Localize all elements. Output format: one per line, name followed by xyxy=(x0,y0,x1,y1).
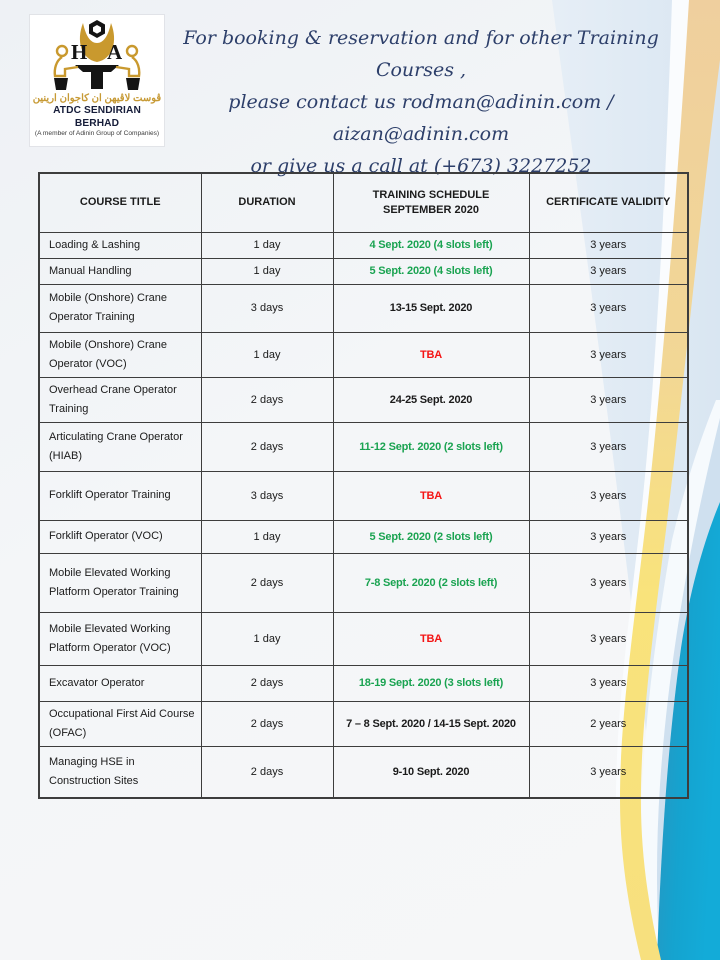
table-row xyxy=(39,612,688,665)
validity-cell: 3 years xyxy=(529,332,688,377)
duration-cell: 2 days xyxy=(201,553,333,612)
schedule-cell: 11-12 Sept. 2020 (2 slots left) xyxy=(333,422,529,471)
duration-cell: 1 day xyxy=(201,612,333,665)
duration-cell: 1 day xyxy=(201,332,333,377)
course-title-cell: Loading & Lashing xyxy=(39,232,201,258)
schedule-cell: 5 Sept. 2020 (2 slots left) xyxy=(333,520,529,553)
contact-line-2: please contact us rodman@adinin.com / aizan@adinin.com xyxy=(228,91,614,145)
col-header-certificate-validity: CERTIFICATE VALIDITY xyxy=(529,173,688,232)
svg-text:H: H xyxy=(71,40,88,64)
duration-cell: 1 day xyxy=(201,258,333,284)
table-row xyxy=(39,284,688,332)
schedule-header-line1: TRAINING SCHEDULE xyxy=(372,188,490,201)
schedule-cell: 18-19 Sept. 2020 (3 slots left) xyxy=(333,665,529,701)
schedule-header-line2: SEPTEMBER 2020 xyxy=(383,203,479,216)
course-title-cell: Excavator Operator xyxy=(39,665,201,701)
atdc-logo xyxy=(30,15,164,146)
table-row xyxy=(39,471,688,520)
validity-cell: 3 years xyxy=(529,746,688,798)
logo-org-subtitle: (A member of Adinin Group of Companies) xyxy=(34,130,160,137)
duration-cell: 2 days xyxy=(201,665,333,701)
atdc-logo-emblem xyxy=(45,19,149,93)
table-row xyxy=(39,232,688,258)
validity-cell: 3 years xyxy=(529,422,688,471)
col-header-course-title: COURSE TITLE xyxy=(39,173,201,232)
course-title-cell: Manual Handling xyxy=(39,258,201,284)
validity-cell: 3 years xyxy=(529,377,688,422)
validity-cell: 3 years xyxy=(529,665,688,701)
duration-cell: 1 day xyxy=(201,232,333,258)
duration-cell: 2 days xyxy=(201,701,333,746)
duration-cell: 3 days xyxy=(201,284,333,332)
validity-cell: 3 years xyxy=(529,284,688,332)
course-title-cell: Mobile Elevated Working Platform Operator (VOC) xyxy=(39,612,201,665)
course-title-cell: Mobile (Onshore) Crane Operator (VOC) xyxy=(39,332,201,377)
schedule-cell: TBA xyxy=(333,471,529,520)
schedule-cell: 4 Sept. 2020 (4 slots left) xyxy=(333,232,529,258)
validity-cell: 3 years xyxy=(529,520,688,553)
schedule-cell: TBA xyxy=(333,332,529,377)
schedule-cell: TBA xyxy=(333,612,529,665)
svg-text:A: A xyxy=(107,40,123,64)
schedule-cell: 7-8 Sept. 2020 (2 slots left) xyxy=(333,553,529,612)
validity-cell: 3 years xyxy=(529,471,688,520)
course-title-cell: Forklift Operator (VOC) xyxy=(39,520,201,553)
schedule-cell: 24-25 Sept. 2020 xyxy=(333,377,529,422)
duration-cell: 2 days xyxy=(201,746,333,798)
course-title-cell: Managing HSE in Construction Sites xyxy=(39,746,201,798)
table-row xyxy=(39,422,688,471)
validity-cell: 3 years xyxy=(529,553,688,612)
validity-cell: 2 years xyxy=(529,701,688,746)
col-header-training-schedule xyxy=(333,173,529,232)
contact-line-1: For booking & reservation and for other Training Courses , xyxy=(183,27,659,81)
logo-arabic-text: ڤوست لاڤيهن ان کاجوان ارينين xyxy=(32,93,162,104)
duration-cell: 1 day xyxy=(201,520,333,553)
table-row xyxy=(39,746,688,798)
course-title-cell: Mobile (Onshore) Crane Operator Training xyxy=(39,284,201,332)
course-schedule-table xyxy=(38,172,689,799)
course-title-cell: Forklift Operator Training xyxy=(39,471,201,520)
contact-block xyxy=(178,22,664,182)
course-table-body xyxy=(39,232,688,798)
validity-cell: 3 years xyxy=(529,258,688,284)
course-title-cell: Mobile Elevated Working Platform Operator Training xyxy=(39,553,201,612)
table-row xyxy=(39,665,688,701)
col-header-duration: DURATION xyxy=(201,173,333,232)
table-row xyxy=(39,332,688,377)
duration-cell: 2 days xyxy=(201,422,333,471)
course-title-cell: Occupational First Aid Course (OFAC) xyxy=(39,701,201,746)
table-row xyxy=(39,701,688,746)
table-header-row xyxy=(39,173,688,232)
schedule-cell: 9-10 Sept. 2020 xyxy=(333,746,529,798)
table-row xyxy=(39,377,688,422)
duration-cell: 3 days xyxy=(201,471,333,520)
course-title-cell: Articulating Crane Operator (HIAB) xyxy=(39,422,201,471)
duration-cell: 2 days xyxy=(201,377,333,422)
logo-org-name: ATDC SENDIRIAN BERHAD xyxy=(53,105,141,129)
table-row xyxy=(39,520,688,553)
schedule-cell: 5 Sept. 2020 (4 slots left) xyxy=(333,258,529,284)
schedule-cell: 7 – 8 Sept. 2020 / 14-15 Sept. 2020 xyxy=(333,701,529,746)
validity-cell: 3 years xyxy=(529,232,688,258)
validity-cell: 3 years xyxy=(529,612,688,665)
table-row xyxy=(39,258,688,284)
course-title-cell: Overhead Crane Operator Training xyxy=(39,377,201,422)
schedule-cell: 13-15 Sept. 2020 xyxy=(333,284,529,332)
table-row xyxy=(39,553,688,612)
contact-line-3: or give us a call at (+673) 3227252 xyxy=(250,155,592,177)
